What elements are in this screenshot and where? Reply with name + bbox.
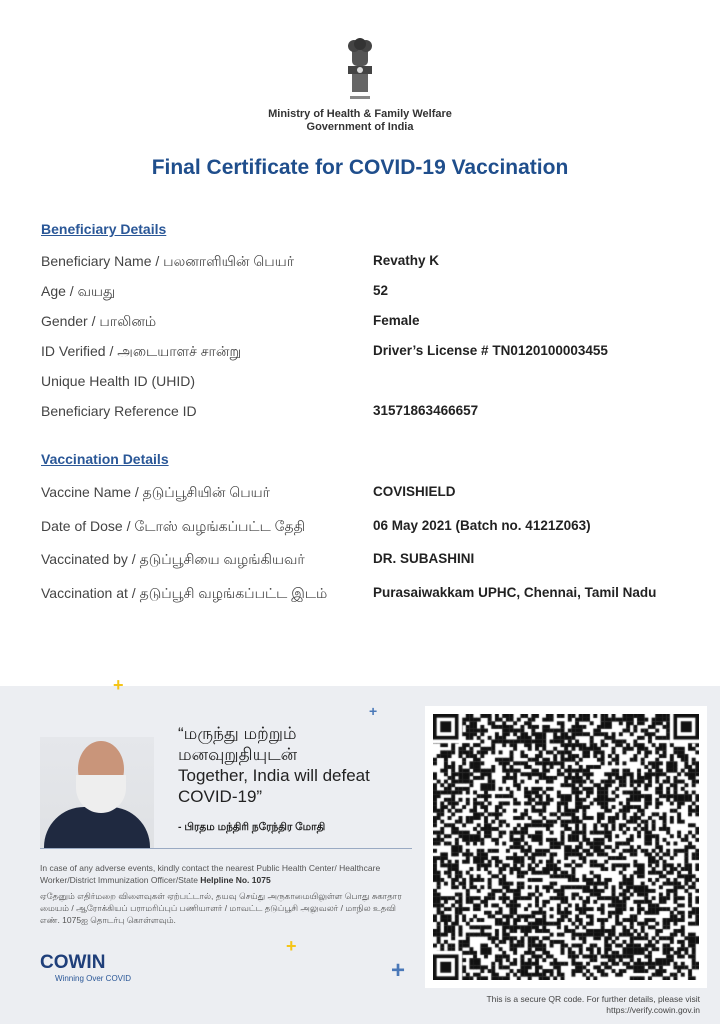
quote-attribution: - பிரதம மந்திரி நரேந்திர மோதி: [178, 821, 326, 833]
field-label: Vaccination at / தடுப்பூசி வழங்கப்பட்ட இடம்: [41, 584, 328, 601]
quote: “மருந்து மற்றும் மனவுறுதியுடன் Together, India will defeat COVID-19”: [178, 724, 370, 806]
field-label: Vaccine Name / தடுப்பூசியின் பெயர்: [41, 484, 270, 500]
field-label: Vaccinated by / தடுப்பூசியை வழங்கியவர்: [41, 551, 305, 567]
ministry-name: Ministry of Health & Family Welfare Government of India: [268, 108, 452, 133]
field-value: Revathy K: [373, 253, 440, 268]
cowin-tagline: Winning Over COVID: [55, 974, 132, 983]
adverse-events-text: In case of any adverse events, kindly contact the nearest Public Health Center/ Healthcare Worker/District Immunization Officer/State Helpline No. 1075: [40, 863, 381, 885]
field-label: Beneficiary Name / பலனாளியின் பெயர்: [41, 253, 295, 269]
vaccination-details-heading: Vaccination Details: [41, 451, 169, 467]
field-value: COVISHIELD: [373, 484, 456, 499]
qr-code-pattern: [433, 714, 699, 980]
plus-decoration-icon: +: [391, 957, 406, 984]
field-label: ID Verified / அடையாளச் சான்று: [41, 343, 242, 359]
adverse-events-tamil: ஏதேனும் எதிர்மறை விளைவுகள் ஏற்பட்டால், தயவு செய்து அருகாமையிலுள்ள பொது சுகாதார மையம் / ஆரோக்கியப் பராமரிப்புப் பணியாளர் / மாவட்ட தடுப்பூசி அலுவலர் / மாநில உதவி எண். 1075ஐ தொடர்பு கொள்ளவும்.: [40, 891, 402, 925]
field-value: 31571863466657: [373, 403, 479, 418]
field-value: Purasaiwakkam UPHC, Chennai, Tamil Nadu: [373, 584, 657, 600]
field-value: Female: [373, 313, 420, 328]
field-label: Beneficiary Reference ID: [41, 403, 197, 419]
plus-decoration-icon: +: [369, 703, 378, 719]
field-value: Driver’s License # TN0120100003455: [373, 343, 608, 358]
cowin-logo: COWIN: [40, 952, 106, 973]
divider: [40, 848, 412, 849]
qr-note: This is a secure QR code. For further details, please visit https://verify.cowin.gov.in: [486, 994, 700, 1015]
plus-decoration-icon: +: [113, 675, 124, 695]
plus-decoration-icon: +: [286, 936, 297, 956]
field-value: 06 May 2021 (Batch no. 4121Z063): [373, 517, 591, 533]
certificate-title: Final Certificate for COVID-19 Vaccination: [151, 156, 569, 179]
field-value: 52: [373, 283, 389, 298]
national-emblem-icon: [340, 36, 380, 104]
prime-minister-photo: [40, 737, 154, 849]
field-label: Gender / பாலினம்: [41, 313, 157, 329]
field-label: Date of Dose / டோஸ் வழங்கப்பட்ட தேதி: [41, 517, 306, 534]
qr-code: [425, 706, 707, 988]
field-label: Unique Health ID (UHID): [41, 373, 196, 389]
field-label: Age / வயது: [41, 283, 116, 299]
field-value: DR. SUBASHINI: [373, 551, 475, 566]
beneficiary-details-heading: Beneficiary Details: [41, 221, 167, 237]
